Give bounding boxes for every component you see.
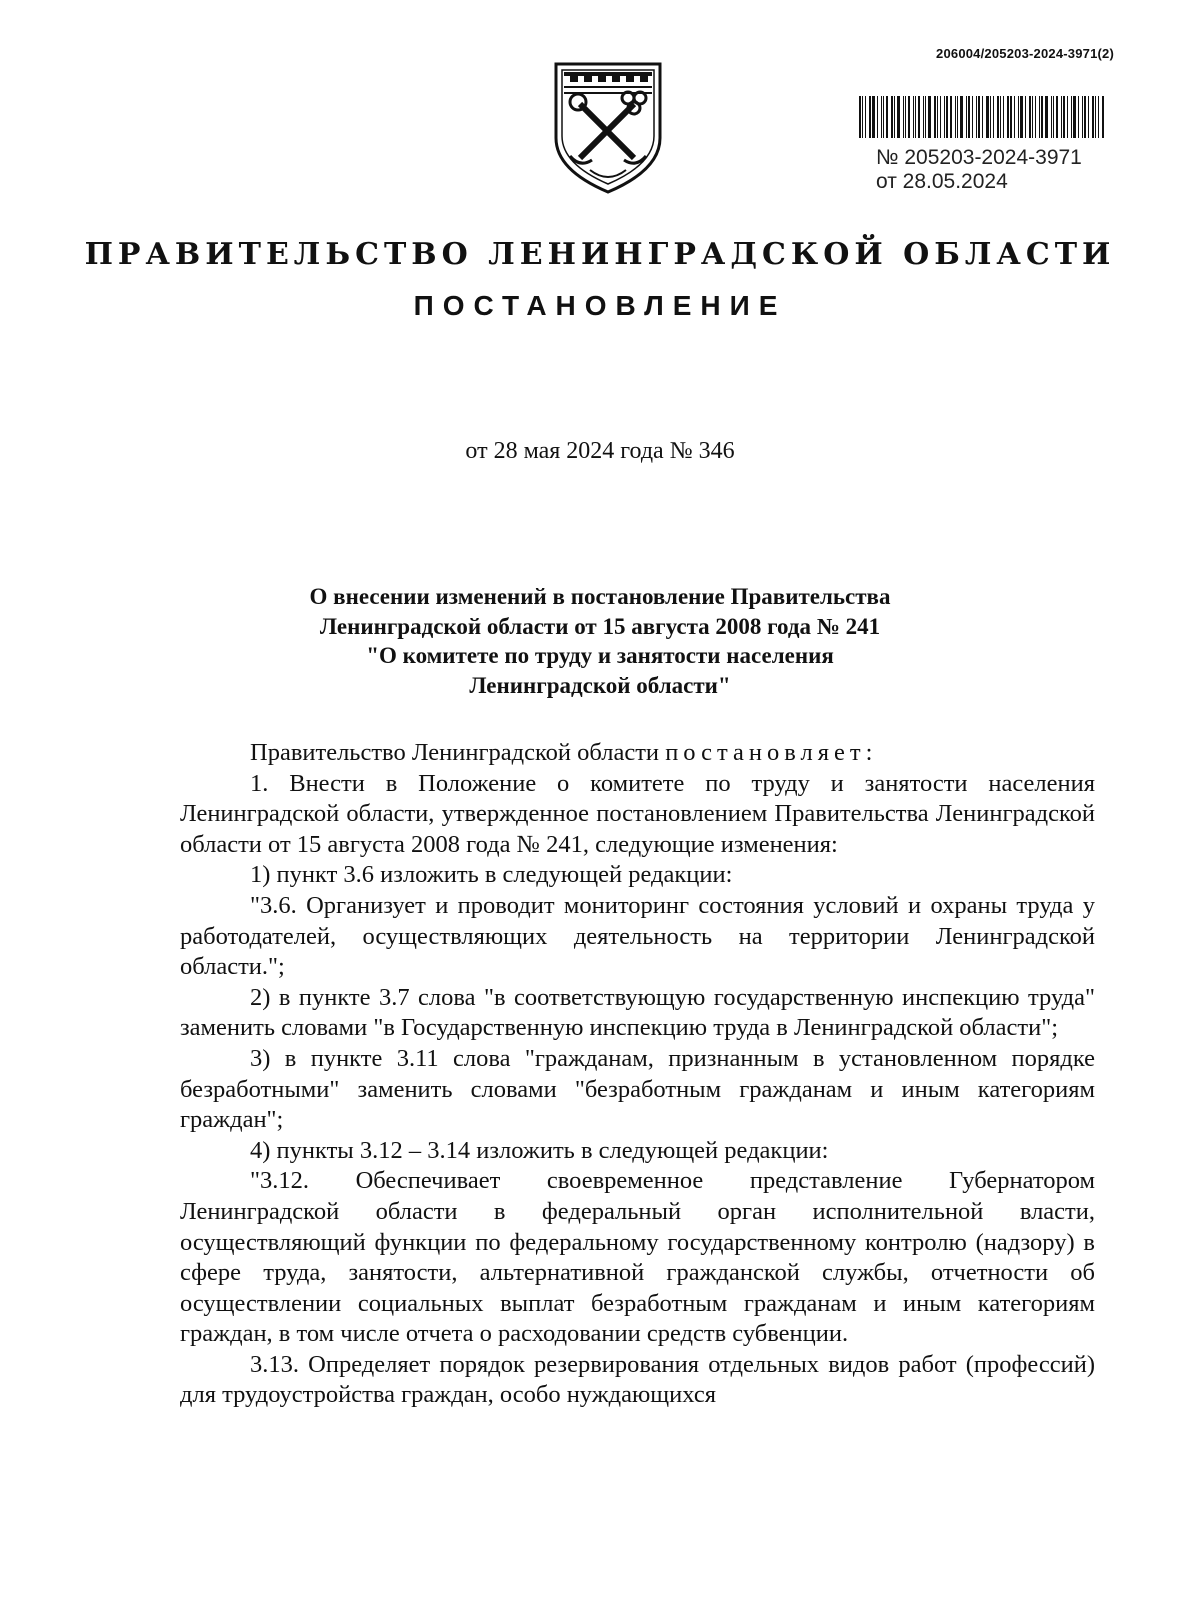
barcode-stripe <box>865 96 866 138</box>
barcode-stripe <box>883 96 884 138</box>
paragraph: 3) в пункте 3.11 слова "гражданам, признанным в установленном порядке безработными" заменить словами "безработным гражданам и иным категориям граждан"; <box>180 1044 1095 1134</box>
barcode-stripe <box>881 96 882 138</box>
barcode-stripe <box>1061 96 1062 138</box>
paragraph: 1. Внести в Положение о комитете по труду и занятости населения Ленинградской области, утвержденное постановлением Правительства Ленинградской области от 15 августа 2008 года № 241, следующие изменения: <box>180 769 1095 858</box>
barcode-stripe <box>968 96 970 138</box>
barcode-stripe <box>957 96 958 138</box>
barcode-stripe <box>923 96 924 138</box>
barcode-stripe <box>1098 96 1099 138</box>
paragraph: 4) пункты 3.12 – 3.14 изложить в следующей редакции: <box>250 1136 829 1164</box>
registration-number: № 205203-2024-3971 <box>876 146 1082 169</box>
barcode-stripe <box>903 96 904 138</box>
barcode-stripe <box>934 96 936 138</box>
barcode-stripe <box>1053 96 1054 138</box>
barcode-stripe <box>978 96 980 138</box>
barcode-stripe <box>913 96 914 138</box>
barcode-stripe <box>905 96 906 138</box>
barcode-stripe <box>1035 96 1036 138</box>
paragraph: "3.12. Обеспечивает своевременное представление Губернатором Ленинградской области в федеральный орган исполнительной власти, осуществляющий функции по федеральному государственному контролю (надзору) в сфере труда, занятости, альтернативной гражданской службы, отчетности об осуществлении социальных выплат безработным гражданам и иным категориям граждан, в том числе отчета о расходовании средств субвенции. <box>180 1167 1095 1348</box>
barcode-stripe <box>1088 96 1089 138</box>
coat-of-arms-emblem <box>550 60 666 196</box>
barcode-stripe <box>1003 96 1004 138</box>
subject-line: "О комитете по труду и занятости населения <box>366 643 834 668</box>
subject-line: Ленинградской области" <box>469 672 731 698</box>
paragraph: 1) пункт 3.6 изложить в следующей редакции: <box>250 861 733 889</box>
barcode-stripe <box>960 96 963 138</box>
barcode-stripe <box>940 96 941 138</box>
barcode-stripe <box>972 96 973 138</box>
barcode-stripe <box>1095 96 1096 138</box>
barcode-stripe <box>955 96 956 138</box>
registration-date: от 28.05.2024 <box>876 170 1008 193</box>
barcode-stripe <box>886 96 888 138</box>
preamble-lead: Правительство Ленинградской области <box>250 739 660 766</box>
barcode-stripe <box>1025 96 1026 138</box>
barcode-stripe <box>1039 96 1040 138</box>
barcode-stripe <box>993 96 994 138</box>
barcode-stripe <box>986 96 989 138</box>
barcode-stripe <box>1063 96 1065 138</box>
barcode-stripe <box>1010 96 1012 138</box>
decree-title: ПОСТАНОВЛЕНИЕ <box>413 290 787 321</box>
barcode-stripe <box>1032 96 1033 138</box>
decree-subject <box>0 582 1200 700</box>
barcode-stripe <box>1071 96 1072 138</box>
decree-body <box>180 738 1095 1411</box>
barcode-stripe <box>966 96 967 138</box>
barcode-stripe <box>928 96 931 138</box>
paragraph: 3.13. Определяет порядок резервирования отдельных видов работ (профессий) для трудоустройства граждан, особо нуждающихся <box>180 1350 1095 1409</box>
barcode-stripe <box>1073 96 1076 138</box>
barcode-stripe <box>1000 96 1001 138</box>
barcode-stripe <box>862 96 863 138</box>
subject-line: Ленинградской области от 15 августа 2008 года № 241 <box>319 613 881 639</box>
barcode-stripe <box>976 96 977 138</box>
barcode-stripe <box>918 96 920 138</box>
preamble <box>180 738 1095 769</box>
preamble-verb: постановляет: <box>665 739 878 766</box>
barcode-stripe <box>891 96 893 138</box>
document-code: 206004/205203-2024-3971(2) <box>936 46 1114 61</box>
barcode-stripe <box>982 96 983 138</box>
barcode-stripe <box>1018 96 1019 138</box>
barcode-stripe <box>1014 96 1015 138</box>
barcode-stripe <box>859 96 861 138</box>
barcode-stripe <box>1041 96 1043 138</box>
barcode-stripe <box>1082 96 1083 138</box>
barcode-stripe <box>1078 96 1079 138</box>
barcode-stripe <box>877 96 878 138</box>
barcode-stripe <box>1084 96 1086 138</box>
barcode-stripe <box>1102 96 1104 138</box>
barcode-stripe <box>915 96 916 138</box>
paragraph: 2) в пункте 3.7 слова "в соответствующую государственную инспекцию труда" заменить словами "в Государственную инспекцию труда в Ленинградской области"; <box>180 983 1095 1042</box>
decree-date-number: от 28 мая 2024 года № 346 <box>465 438 735 464</box>
barcode-stripe <box>894 96 895 138</box>
barcode-stripe <box>950 96 952 138</box>
barcode-stripe <box>937 96 938 138</box>
barcode-stripe <box>1067 96 1068 138</box>
barcode-stripe <box>946 96 948 138</box>
paragraph: "3.6. Организует и проводит мониторинг состояния условий и охраны труда у работодателей, осуществляющих деятельность на территории Ленинградской области."; <box>180 891 1095 981</box>
barcode-stripe <box>990 96 991 138</box>
subject-line: О внесении изменений в постановление Правительства <box>309 584 891 609</box>
barcode-stripe <box>869 96 871 138</box>
barcode-stripe <box>944 96 945 138</box>
barcode-stripe <box>1045 96 1048 138</box>
barcode-stripe <box>1007 96 1009 138</box>
barcode-stripe <box>1020 96 1023 138</box>
barcode-stripe <box>897 96 900 138</box>
barcode-stripe <box>872 96 875 138</box>
barcode-stripe <box>1056 96 1058 138</box>
barcode-stripe <box>908 96 910 138</box>
barcode <box>859 96 1127 138</box>
barcode-stripe <box>1029 96 1031 138</box>
barcode-stripe <box>925 96 926 138</box>
barcode-stripe <box>997 96 999 138</box>
barcode-stripe <box>1092 96 1094 138</box>
barcode-stripe <box>1051 96 1052 138</box>
government-title: ПРАВИТЕЛЬСТВО ЛЕНИНГРАДСКОЙ ОБЛАСТИ <box>84 237 1116 272</box>
